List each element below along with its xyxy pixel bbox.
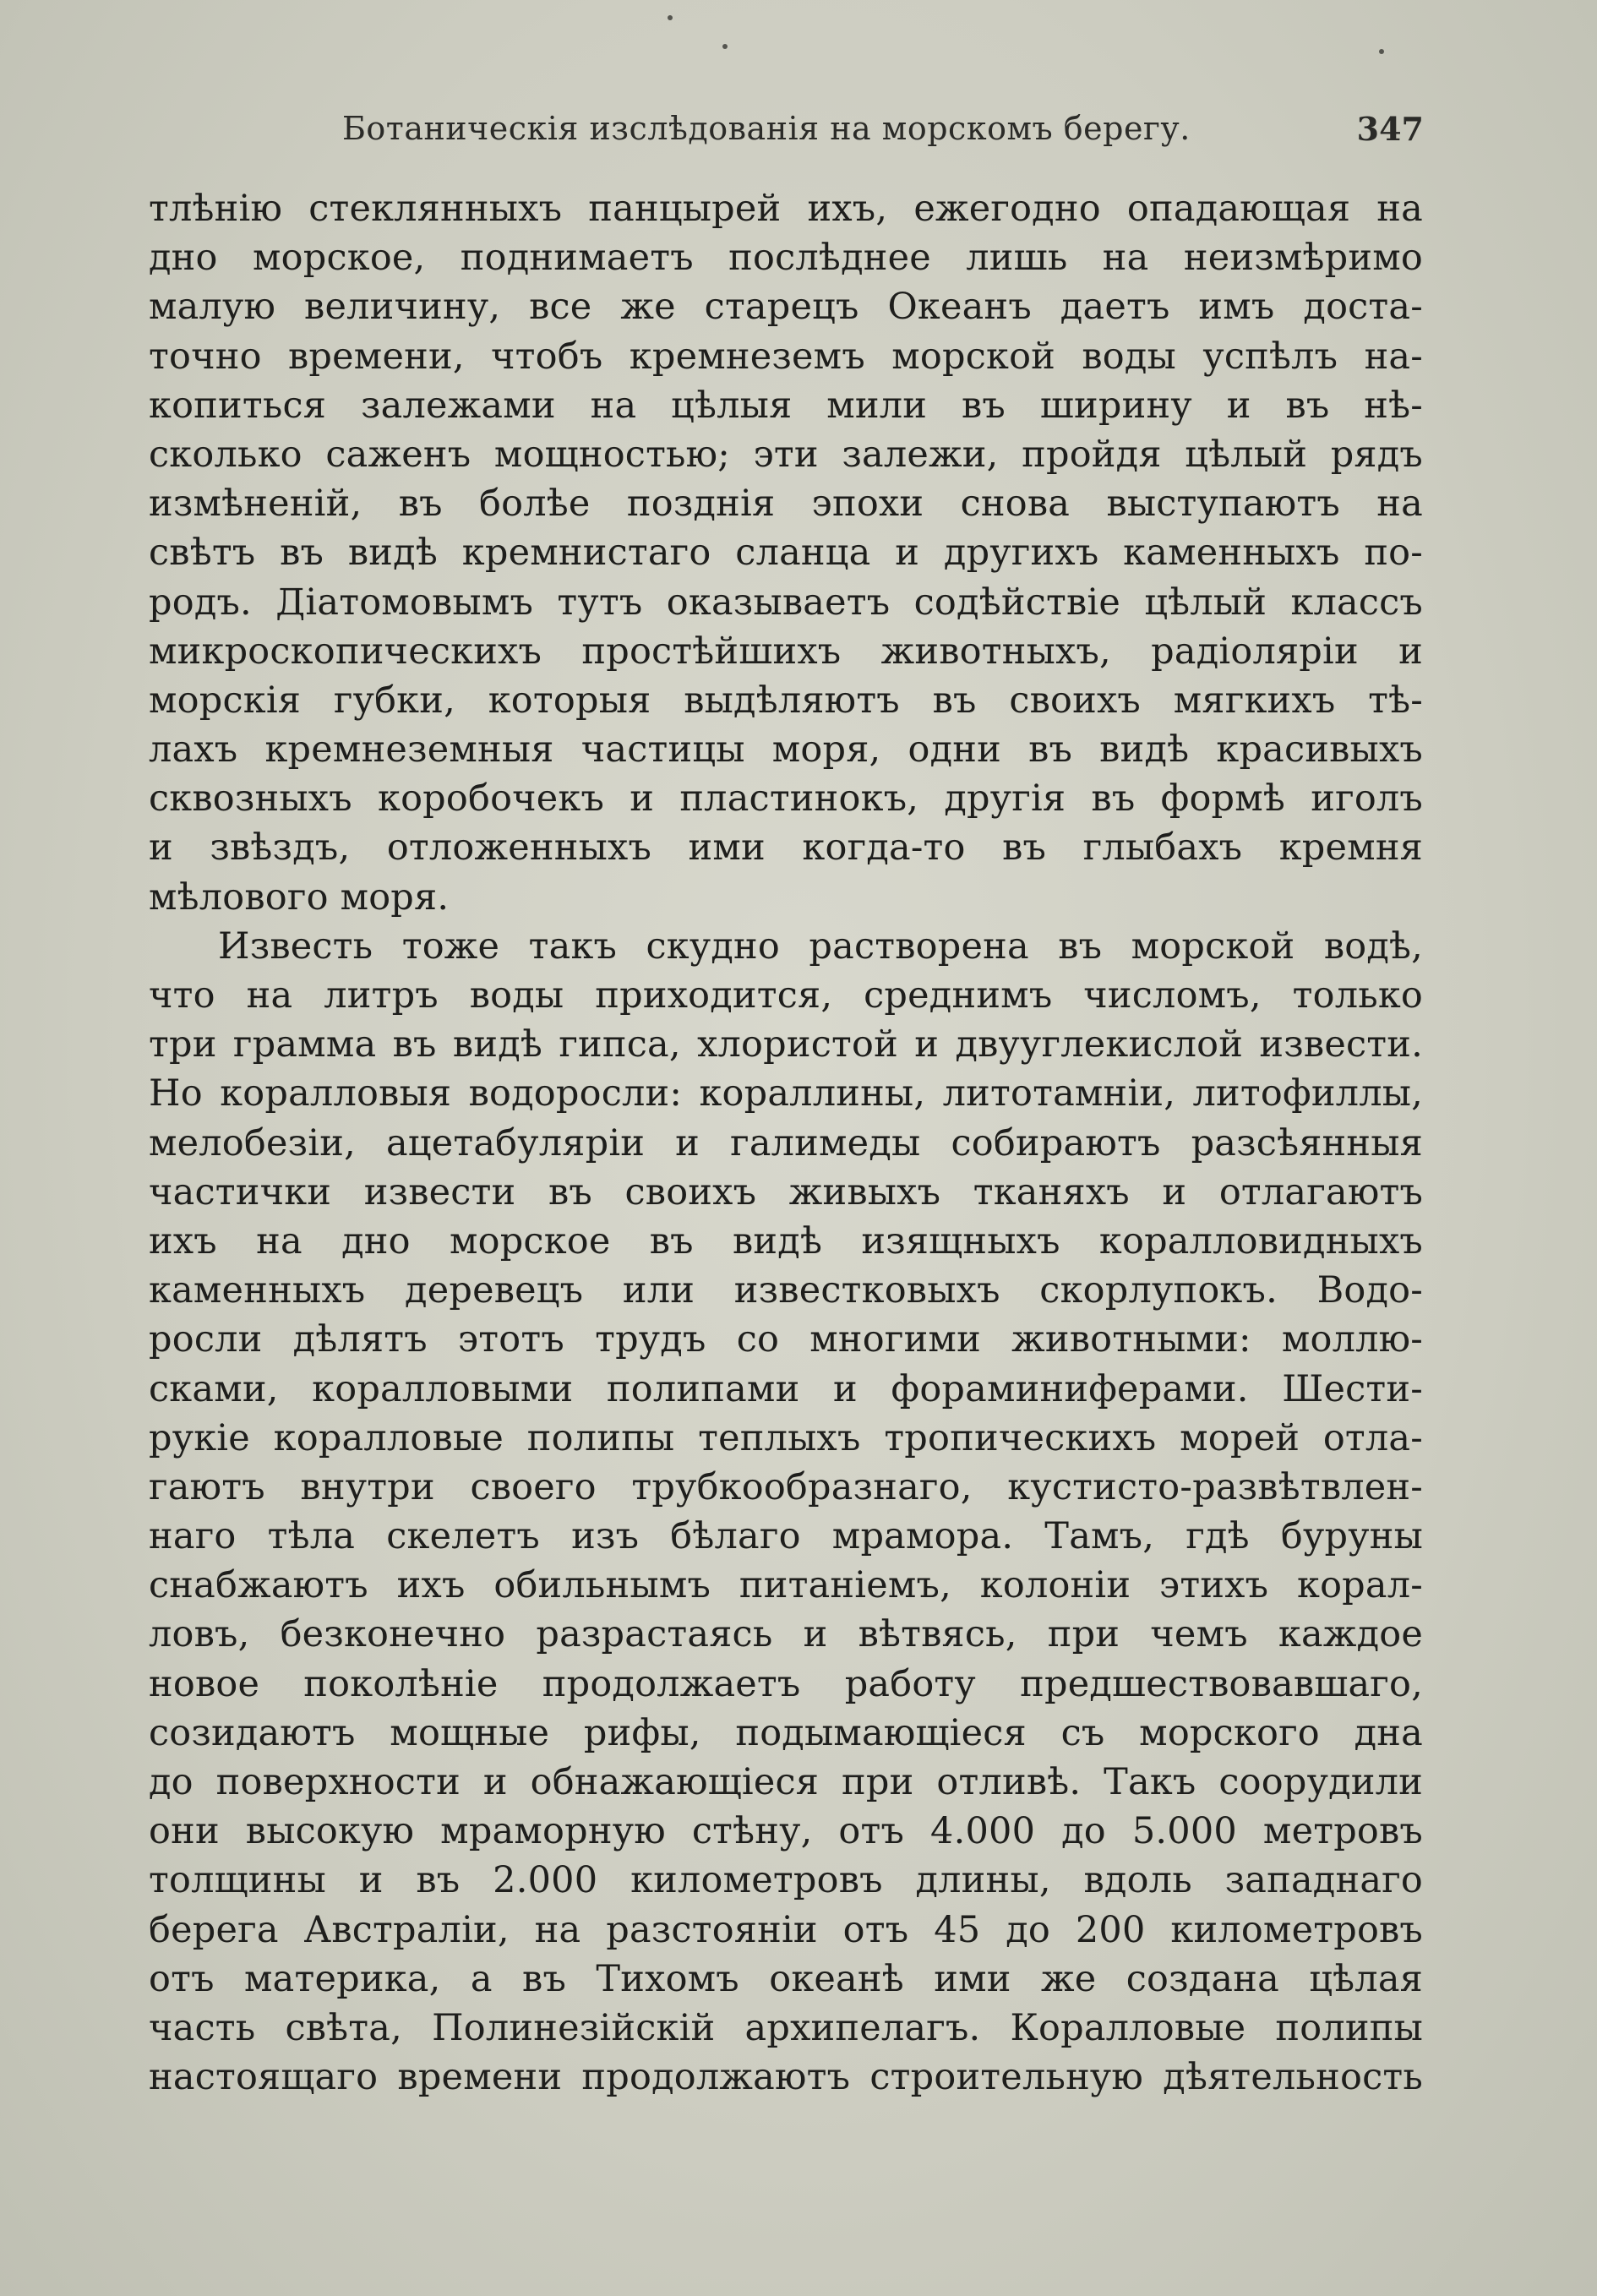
- paragraph-last-line: мѣлового моря.: [149, 875, 450, 919]
- text-line: созидаютъ мощные рифы, подымающіеся съ морского дна: [149, 1711, 1423, 1754]
- paragraph-first-line: Известь тоже такъ скудно растворена въ морской водѣ,: [218, 924, 1423, 968]
- text-line: рукіе коралловые полипы теплыхъ тропическихъ морей отла-: [149, 1416, 1423, 1459]
- text-line: частички извести въ своихъ живыхъ тканяхъ и отлагаютъ: [149, 1170, 1423, 1213]
- text-line: они высокую мраморную стѣну, отъ 4.000 до 5.000 метровъ: [149, 1810, 1423, 1853]
- text-line: родъ. Діатомовымъ тутъ оказываетъ содѣйствіе цѣлый классъ: [149, 581, 1423, 624]
- text-line: сками, коралловыми полипами и фораминиферами. Шести-: [149, 1367, 1423, 1410]
- running-title: Ботаническія изслѣдованія на морскомъ берегу.: [342, 110, 1191, 147]
- text-line: морскія губки, которыя выдѣляютъ въ своихъ мягкихъ тѣ-: [149, 679, 1423, 722]
- text-line: копиться залежами на цѣлыя мили въ ширину и въ нѣ-: [149, 384, 1423, 427]
- text-line: сквозныхъ коробочекъ и пластинокъ, другія въ формѣ иголъ: [149, 777, 1423, 821]
- text-line: настоящаго времени продолжаютъ строительную дѣятельность: [149, 2056, 1423, 2099]
- text-line: Но коралловыя водоросли: кораллины, литотамніи, литофиллы,: [149, 1072, 1423, 1115]
- ink-speck: [1379, 49, 1384, 54]
- page-header: [148, 110, 1424, 161]
- text-line: новое поколѣніе продолжаетъ работу предшествовавшаго,: [149, 1662, 1423, 1705]
- text-line: точно времени, чтобъ кремнеземъ морской воды успѣлъ на-: [149, 335, 1423, 378]
- page-number: 347: [1356, 110, 1424, 148]
- text-line: тлѣнію стеклянныхъ панцырей ихъ, ежегодно опадающая на: [149, 188, 1423, 230]
- text-line: наго тѣла скелетъ изъ бѣлаго мрамора. Тамъ, гдѣ буруны: [149, 1515, 1423, 1558]
- text-line: микроскопическихъ простѣйшихъ животныхъ, радіоляріи и: [149, 630, 1423, 673]
- text-line: измѣненій, въ болѣе позднія эпохи снова выступаютъ на: [149, 483, 1423, 526]
- text-line: и звѣздъ, отложенныхъ ими когда-то въ глыбахъ кремня: [149, 826, 1423, 870]
- text-line: снабжаютъ ихъ обильнымъ питаніемъ, колоніи этихъ корал-: [149, 1564, 1423, 1607]
- text-line: мелобезіи, ацетабуляріи и галимеды собираютъ разсѣянныя: [149, 1121, 1423, 1164]
- body-text: [149, 184, 1423, 2102]
- text-line: отъ материка, а въ Тихомъ океанѣ ими же создана цѣлая: [149, 1957, 1423, 2000]
- text-line: толщины и въ 2.000 километровъ длины, вдоль западнаго: [149, 1859, 1423, 1902]
- text-line: каменныхъ деревецъ или известковыхъ скорлупокъ. Водо-: [149, 1269, 1423, 1312]
- text-line: росли дѣлятъ этотъ трудъ со многими животными: моллю-: [149, 1318, 1423, 1361]
- ink-speck: [722, 44, 728, 49]
- text-line: гаютъ внутри своего трубкообразнаго, кустисто-развѣтвлен-: [149, 1465, 1423, 1508]
- text-line: свѣтъ въ видѣ кремнистаго сланца и другихъ каменныхъ по-: [149, 532, 1423, 575]
- text-line: ловъ, безконечно разрастаясь и вѣтвясь, при чемъ каждое: [149, 1613, 1423, 1656]
- text-line: ихъ на дно морское въ видѣ изящныхъ коралловидныхъ: [149, 1219, 1423, 1263]
- text-line: малую величину, все же старецъ Океанъ даетъ имъ доста-: [149, 286, 1423, 329]
- text-line: лахъ кремнеземныя частицы моря, одни въ видѣ красивыхъ: [149, 728, 1423, 772]
- text-line: берега Австраліи, на разстояніи отъ 45 до 200 километровъ: [149, 1908, 1423, 1951]
- text-line: три грамма въ видѣ гипса, хлористой и двууглекислой извести.: [149, 1023, 1423, 1066]
- ink-speck: [668, 15, 673, 20]
- text-line: дно морское, поднимаетъ послѣднее лишь на неизмѣримо: [149, 237, 1423, 280]
- text-line: до поверхности и обнажающіеся при отливѣ. Такъ соорудили: [149, 1761, 1423, 1803]
- text-line: часть свѣта, Полинезійскій архипелагъ. Коралловые полипы: [149, 2006, 1423, 2049]
- text-line: сколько саженъ мощностью; эти залежи, пройдя цѣлый рядъ: [149, 433, 1423, 476]
- text-line: что на литръ воды приходится, среднимъ числомъ, только: [149, 974, 1423, 1017]
